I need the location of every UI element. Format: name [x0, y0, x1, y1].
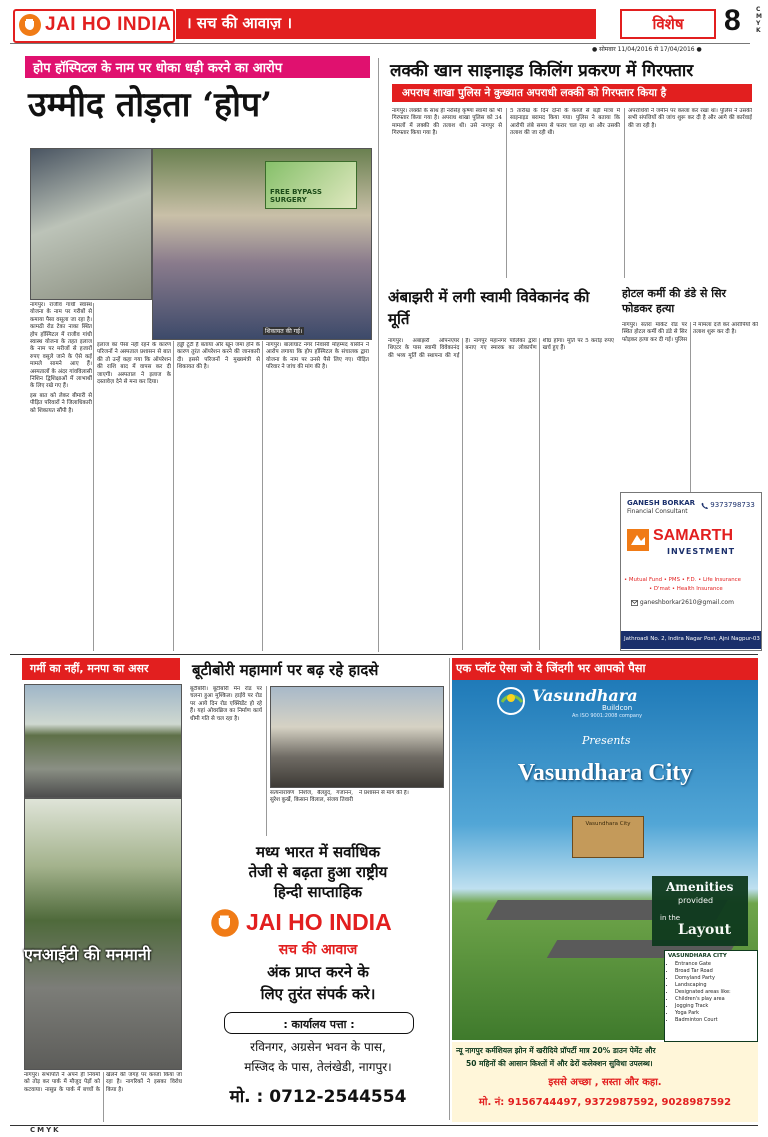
email-icon: [631, 600, 638, 606]
vasundhara-ad: [452, 658, 758, 1122]
promo-ad: [190, 838, 446, 1120]
nit-headline: एनआईटी की मनमानी: [24, 945, 151, 964]
hope-photo-patient: [152, 148, 372, 340]
ambazari-story: [388, 282, 618, 652]
amenities-box: Amenities provided in the Layout: [652, 876, 748, 946]
tagline-box: [176, 9, 596, 39]
footer-rule: [10, 1125, 758, 1126]
photo-caption: शिकायत की गई।: [265, 328, 303, 335]
promo-address1: रविनगर, अग्रसेन भवन के पास,: [250, 1040, 386, 1054]
vasundhara-presents: Presents: [582, 734, 631, 747]
samarth-logo: SAMARTH INVESTMENT: [627, 523, 755, 571]
samarth-ad: [620, 492, 762, 651]
section-box: [620, 9, 716, 39]
section-label: विशेष: [652, 15, 684, 33]
page-number: 8: [724, 4, 741, 37]
butibori-headline: बूटीबोरी महामार्ग पर बढ़ रहे हादसे: [192, 661, 379, 679]
amenity-item: • Designated areas like:: [675, 989, 757, 996]
vasundhara-project: Vasundhara City: [517, 760, 693, 786]
lucky-col3: अपराधियों ने जमीन पर कब्जा कर रखा था। पुलिस ने उसकी सभी संपत्तियों की जांच शुरू कर दी है और आगे की कार्रवाई की जा रही है।: [628, 108, 752, 129]
heat-label: गर्मी का नहीं, मनपा का असर: [22, 658, 180, 680]
hope-story: [10, 56, 373, 652]
lucky-col2: 5 तारीख के दिन दोनों के कब्जे से बड़ी मात्रा में साइनाइड बरामद किया गया। पुलिस ने बताया कि आरोपी लंबे समय से फरार चल रहा था और उसकी तलाश की जा रही थी।: [510, 108, 620, 137]
amenity-item: • Broad Tar Road: [675, 968, 757, 975]
samarth-role: Financial Consultant: [627, 508, 688, 515]
promo-phone: मो. : 0712-2544554: [229, 1087, 407, 1107]
butibori-photo: [270, 686, 444, 788]
hope-col1: नागपुर। राजीव गांधी स्वास्थ योजना के नाम पर गरीबों से कमाया पैसा वसूला जा रहा है। कामठी रोड टेका नाका स्थित होप हॉस्पिटल में राजीव गांधी स्वास्थ योजना के तहत इलाज के नाम पर मरीजों से हजारों रुपए वसूले जाने के ऐसे कई मामले सामने आए हैं। अस्पतालों के अंदर गांवविलासी निशिन द्विशिक्षाओं में लाभार्थी के लिए रखे गए हैं। इस बात को लेकर बीमारी से पीड़ित परिवारों ने जिलाधिकारी को शिकायत सौंपी है।: [30, 302, 92, 414]
brand-logo: [13, 9, 175, 43]
hope-headline: उम्मीद तोड़ता ‘होप’: [28, 85, 273, 125]
samarth-services: • Mutual Fund • PMS • F.D. • Life Insurance: [624, 577, 741, 583]
bypass-sign: FREE BYPASS SURGERY: [265, 161, 357, 209]
amenity-list: VASUNDHARA CITY • Entrance Gate • Broad Tar Road • Domyland Party • Landscaping • Designated areas like: • Children's play area • Jogging Track • Yoga Park • Badminton Court: [664, 950, 758, 1042]
fist-logo-icon: [18, 13, 42, 37]
promo-line1: मध्य भारत में सर्वाधिक: [255, 843, 381, 861]
heat-photo-bottom: [24, 798, 182, 1070]
promo-cta1: अंक प्राप्त करने के: [267, 963, 369, 981]
masthead-tagline: । सच की आवाज़ ।: [186, 14, 293, 32]
butibori-story: [186, 658, 446, 838]
hope-col4: नागपुर। बालाघाट नगर निवासी मोहम्मद यासीन ने आरोप लगाया कि होप हॉस्पिटल के संचालक द्वारा योजना के नाम पर उनसे पैसे लिए गए। पीड़ित परिवार ने जांच की मांग की है।: [266, 342, 369, 371]
hotel-story: [622, 282, 760, 492]
amenity-item: • Jogging Track: [675, 1003, 757, 1010]
vasundhara-brand2: Buildcon: [602, 704, 633, 712]
vasundhara-hero: [452, 680, 758, 1040]
brand-name: JAI HO INDIA: [45, 14, 172, 35]
masthead-rule: [10, 43, 750, 44]
dateline: ● सोमवार 11/04/2016 से 17/04/2016 ●: [592, 46, 702, 53]
samarth-email: ganeshborkar2610@gmail.com: [631, 599, 734, 606]
samarth-services2: • D'mat • Health Insurance: [649, 586, 723, 592]
samarth-phone: 9373798733: [701, 501, 755, 509]
vasundhara-logo-icon: [496, 686, 530, 716]
amenity-item: • Children's play area: [675, 996, 757, 1003]
nit-text: नागपुर। सभापति ने अपने ही नियमों को तोड़ कर पार्क में मौजूद पेड़ों को कटवाया। नासुप्र के पार्क में बच्चों के खेलने की जगह पर कब्जा किया जा रहा है। नागरिकों ने इसका विरोध किया है।: [24, 1072, 182, 1093]
lucky-col1: नागपुर। लक्की के साथ ही नरसिंह कृष्णा स्वामी को भी गिरफ्तार किया गया है। अपराध शाखा पुलिस को 34 मामलों में लक्की की तलाश थी। उसे नागपुर से गिरफ्तार किया गया है।: [392, 108, 502, 137]
promo-cta2: लिए तुरंत संपर्क करे।: [260, 985, 376, 1003]
promo-address2: मस्जिद के पास, तेलंखेडी, नागपुर।: [244, 1060, 392, 1074]
lucky-story: [384, 56, 758, 281]
entrance-gate: Vasundhara City: [572, 816, 644, 858]
amenity-item: • Entrance Gate: [675, 961, 757, 968]
promo-tagline: सच की आवाज: [278, 942, 358, 958]
ambazari-headline: अंबाझरी में लगी स्वामी विवेकानंद की मूर्ति: [388, 288, 590, 328]
promo-line3: हिन्दी साप्ताहिक: [273, 883, 362, 901]
vasundhara-banner: एक प्लॉट ऐसा जो दे जिंदगी भर आपको पैसा: [452, 658, 758, 680]
promo-fist-icon: [210, 908, 240, 938]
promo-brand: JAI HO INDIA: [210, 908, 426, 938]
vasundhara-brand: Vasundhara: [532, 686, 638, 705]
promo-line2: तेजी से बढ़ता हुआ राष्ट्रीय: [248, 863, 388, 881]
masthead: [0, 0, 768, 56]
lucky-subhead-bar: अपराध शाखा पुलिस ने कुख्यात अपराधी लक्की को गिरफ्तार किया है: [392, 84, 752, 102]
samarth-address-bar: Jathroadi No. 2, Indira Nagar Post, Ajni Nagpur-03: [621, 631, 761, 649]
amenity-items: [665, 961, 757, 1024]
lucky-headline: लक्की खान साइनाइड किलिंग प्रकरण में गिरफ्तार: [390, 61, 694, 81]
hope-col3: हड्डी टूटी है बताया और खून जमा होने के कारण तुरंत ऑपरेशन करने की जानकारी दी। इससे परिजनों ने मुख्यमंत्री से शिकायत की है।: [177, 342, 260, 371]
cmyk-mark: CMYK: [756, 6, 762, 34]
butibori-text2: सत्यनारायण निशेज, बैलहुद, गजानन, सुरेश कुर्खे, किसान विलाल, संजय तिवारी ने प्रशासन से मांग की है।: [270, 790, 409, 804]
vasundhara-iso: An ISO 9001:2008 company: [572, 713, 643, 719]
promo-office-box: : कार्यालय पत्ता :: [224, 1012, 414, 1034]
heat-story: [10, 658, 182, 1123]
hope-photo-ward: [30, 148, 152, 300]
footer: CMYK: [0, 1125, 768, 1137]
hotel-headline: होटल कर्मी की डंडे से सिर फोडकर हत्या: [622, 287, 727, 315]
phone-icon: [701, 502, 708, 509]
vasundhara-offer: न्यू नागपुर कर्मशियल झोन में खरीदिये प्रॉपर्टी मात्र 20% डाउन पेमेंट और 50 महिनों की आसान किश्तों में और ढेरों कलेक्शन सुविधा उपलब्ध। इससे अच्छा , सस्ता और कहा. मो. नं: 9156744497, 9372987592, 9028987592: [452, 1042, 758, 1122]
butibori-text: बूटीबोरी। बूटीबोरी मेन रोड पर चलना हुआ मुश्किल। हाईवे पर रोड पर आये दिन रोड एक्सिडेंट हो रहे हैं। यहां ओवरब्रिज का निर्माण कार्य धीमी गति से चल रहा है।: [190, 686, 262, 722]
samarth-name: GANESH BORKAR: [627, 499, 696, 507]
samarth-emblem-icon: [627, 529, 649, 551]
hotel-text: नागपुर। संतरा मार्केट रोड पर स्थित होटल कर्मी की डंडे से सिर फोड़कर हत्या कर दी गई। पुलिस ने मामला दर्ज कर आरोपियों की तलाश शुरू कर दी है।: [622, 322, 758, 343]
amenity-item: • Badminton Court: [675, 1017, 757, 1024]
amenity-item: • Domyland Party: [675, 975, 757, 982]
hope-kicker: होप हॉस्पिटल के नाम पर धोका धड़ी करने का आरोप: [25, 56, 370, 78]
amenity-item: • Yoga Park: [675, 1010, 757, 1017]
ambazari-text: नागपुर। अंबाझरी ओपनएयर थिएटर के पास स्वामी विवेकानंद की भव्य मूर्ति की स्थापना की गई है। नागपुर महानगर पालिका द्वारा बनाए गए स्मारक का लोकार्पण शीघ्र होगा। मूर्ति पर 5 करोड़ रुपए खर्च हुए हैं।: [388, 338, 614, 359]
amenity-item: • Landscaping: [675, 982, 757, 989]
heat-photo-top: [24, 684, 182, 798]
hope-col2: इलाज का पैसा नहीं रहने के कारण परिजनों ने अस्पताल प्रशासन से बात की तो उन्हें कहा गया कि ऑपरेशन की राशि बाद में वापस कर दी जाएगी। अस्पताल ने इलाज के दस्तावेज़ देने से मना कर दिया।: [97, 342, 171, 386]
